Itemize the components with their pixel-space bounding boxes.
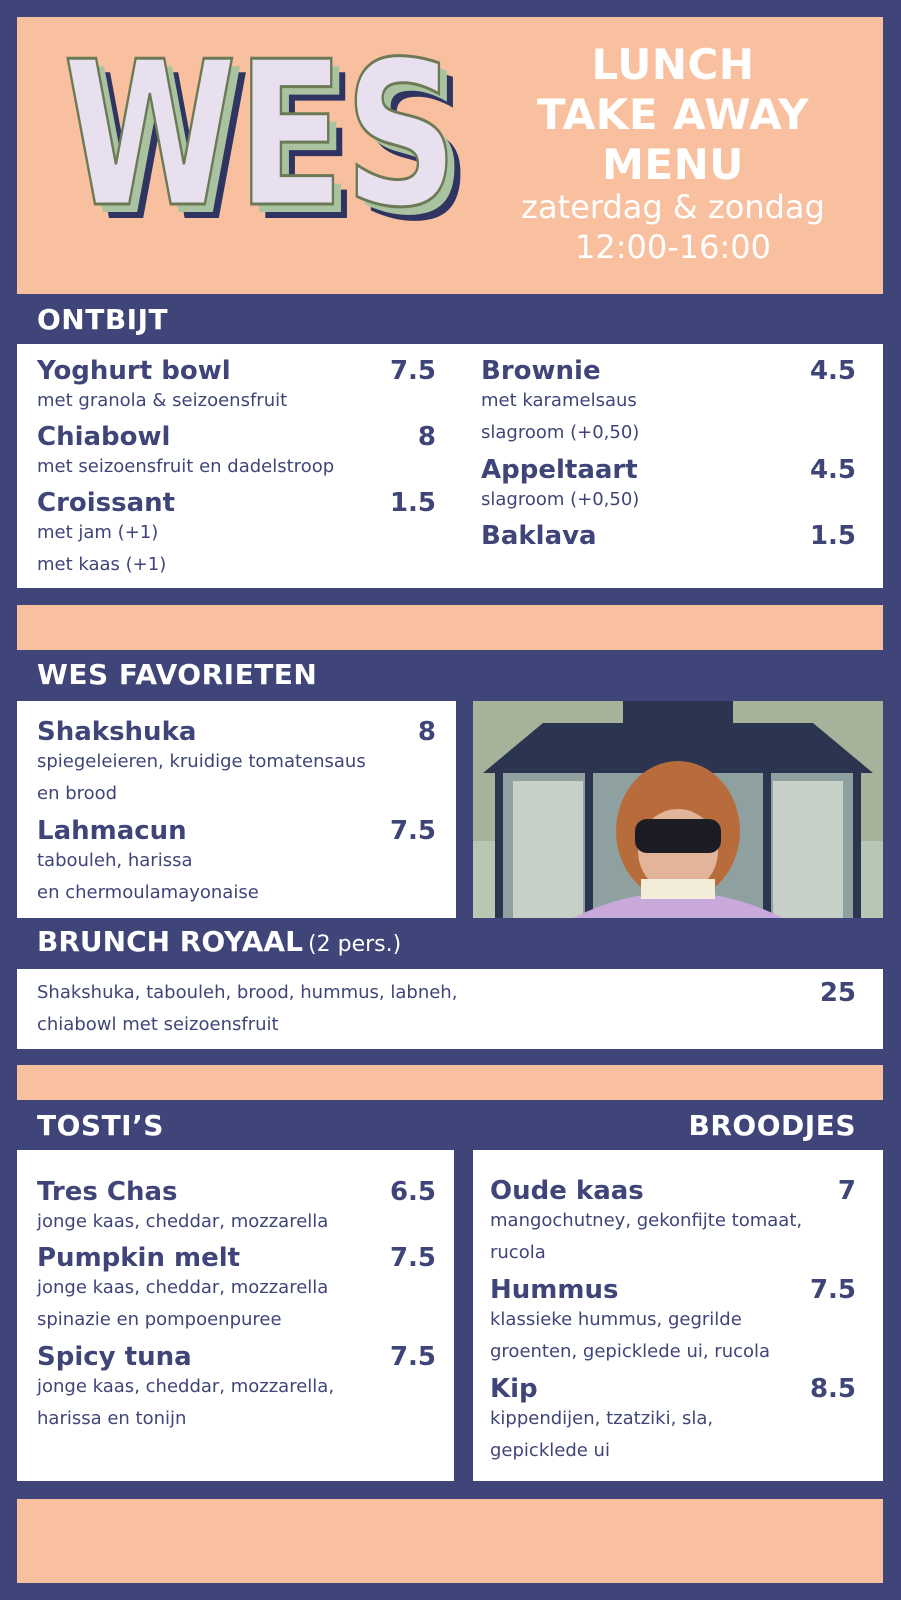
item-price: 7 [837, 1176, 856, 1206]
brunch-panel [17, 969, 883, 1049]
menu-item-hummus [490, 1275, 856, 1370]
item-desc: met granola & seizoensfruit [37, 390, 288, 411]
menu-item-brownie [481, 356, 856, 446]
item-price: 1.5 [809, 521, 856, 551]
item-name: Tres Chas [37, 1177, 178, 1207]
item-price: 4.5 [809, 356, 856, 386]
logo-shadow: WES [77, 40, 472, 230]
item-desc: met kaas (+1) [37, 554, 167, 575]
footer-band [17, 1499, 883, 1583]
photo-lighthouse-binoculars [473, 701, 883, 918]
item-price: 8 [417, 422, 436, 452]
broodjes-title: BROODJES [688, 1109, 856, 1142]
item-desc: harissa en tonijn [37, 1408, 187, 1429]
item-desc: gepicklede ui [490, 1440, 610, 1461]
item-desc: met seizoensfruit en dadelstroop [37, 456, 335, 477]
menu-item-lahmacun [37, 816, 436, 911]
item-desc: mangochutney, gekonfijte tomaat, [490, 1210, 803, 1231]
wes-logo [55, 40, 495, 230]
menu-item-oude-kaas [490, 1176, 856, 1271]
item-desc: slagroom (+0,50) [481, 422, 640, 443]
item-name: Pumpkin melt [37, 1243, 241, 1273]
item-name: Chiabowl [37, 422, 171, 452]
item-name: Shakshuka [37, 717, 197, 747]
tostis-title: TOSTI’S [37, 1109, 164, 1142]
brunch-heading [37, 925, 401, 958]
item-name: Baklava [481, 521, 597, 551]
item-price: 7.5 [389, 1243, 436, 1273]
brunch-subtitle: (2 pers.) [308, 932, 402, 957]
favorieten-title: WES FAVORIETEN [37, 658, 318, 691]
item-name: Kip [490, 1374, 538, 1404]
divider-band [17, 1065, 883, 1100]
item-desc: en brood [37, 783, 118, 804]
item-desc: met karamelsaus [481, 390, 637, 411]
item-desc: spinazie en pompoenpuree [37, 1309, 282, 1330]
item-desc: jonge kaas, cheddar, mozzarella [37, 1277, 329, 1298]
menu-item-kip [490, 1374, 856, 1469]
item-name: Appeltaart [481, 455, 638, 485]
menu-item-croissant [37, 488, 436, 583]
brunch-price: 25 [819, 978, 856, 1008]
item-name: Croissant [37, 488, 176, 518]
item-price: 7.5 [389, 1342, 436, 1372]
logo-face: WES [63, 40, 458, 230]
item-name: Lahmacun [37, 816, 187, 846]
item-price: 7.5 [389, 356, 436, 386]
menu-item-pumpkin-melt [37, 1243, 436, 1338]
divider-band [17, 605, 883, 650]
menu-item-yoghurt-bowl [37, 356, 436, 416]
item-name: Yoghurt bowl [37, 356, 231, 386]
item-desc: groenten, gepicklede ui, rucola [490, 1341, 771, 1362]
title-take-away: TAKE AWAY [536, 90, 810, 139]
item-price: 6.5 [389, 1177, 436, 1207]
menu-item-spicy-tuna [37, 1342, 436, 1437]
item-desc: rucola [490, 1242, 546, 1263]
item-price: 7.5 [389, 816, 436, 846]
brunch-desc-line2: chiabowl met seizoensfruit [37, 1014, 279, 1035]
item-desc: en chermoulamayonaise [37, 882, 259, 903]
item-price: 1.5 [389, 488, 436, 518]
menu-item-appeltaart [481, 455, 856, 515]
item-price: 7.5 [809, 1275, 856, 1305]
logo-depth: WES [71, 40, 466, 230]
ontbijt-title: ONTBIJT [37, 303, 169, 336]
item-desc: jonge kaas, cheddar, mozzarella [37, 1211, 329, 1232]
title-menu: MENU [602, 140, 744, 189]
item-desc: tabouleh, harissa [37, 850, 193, 871]
brunch-title: BRUNCH ROYAAL [37, 925, 303, 958]
item-desc: jonge kaas, cheddar, mozzarella, [37, 1376, 335, 1397]
item-desc: met jam (+1) [37, 522, 159, 543]
title-lunch: LUNCH [591, 40, 755, 89]
item-desc: kippendijen, tzatziki, sla, [490, 1408, 714, 1429]
brunch-desc-line1: Shakshuka, tabouleh, brood, hummus, labneh, [37, 982, 458, 1003]
item-desc: klassieke hummus, gegrilde [490, 1309, 742, 1330]
item-price: 8.5 [809, 1374, 856, 1404]
days-text: zaterdag & zondag [521, 188, 825, 226]
menu-item-shakshuka [37, 717, 436, 812]
item-name: Hummus [490, 1275, 619, 1305]
item-name: Spicy tuna [37, 1342, 192, 1372]
item-desc: spiegeleieren, kruidige tomatensaus [37, 751, 366, 772]
item-name: Oude kaas [490, 1176, 644, 1206]
hours-text: 12:00-16:00 [575, 228, 771, 266]
item-price: 8 [417, 717, 436, 747]
menu-item-baklava [481, 521, 856, 555]
menu-item-tres-chas [37, 1177, 436, 1237]
item-name: Brownie [481, 356, 601, 386]
item-price: 4.5 [809, 455, 856, 485]
menu-item-chiabowl [37, 422, 436, 482]
item-desc: slagroom (+0,50) [481, 489, 640, 510]
